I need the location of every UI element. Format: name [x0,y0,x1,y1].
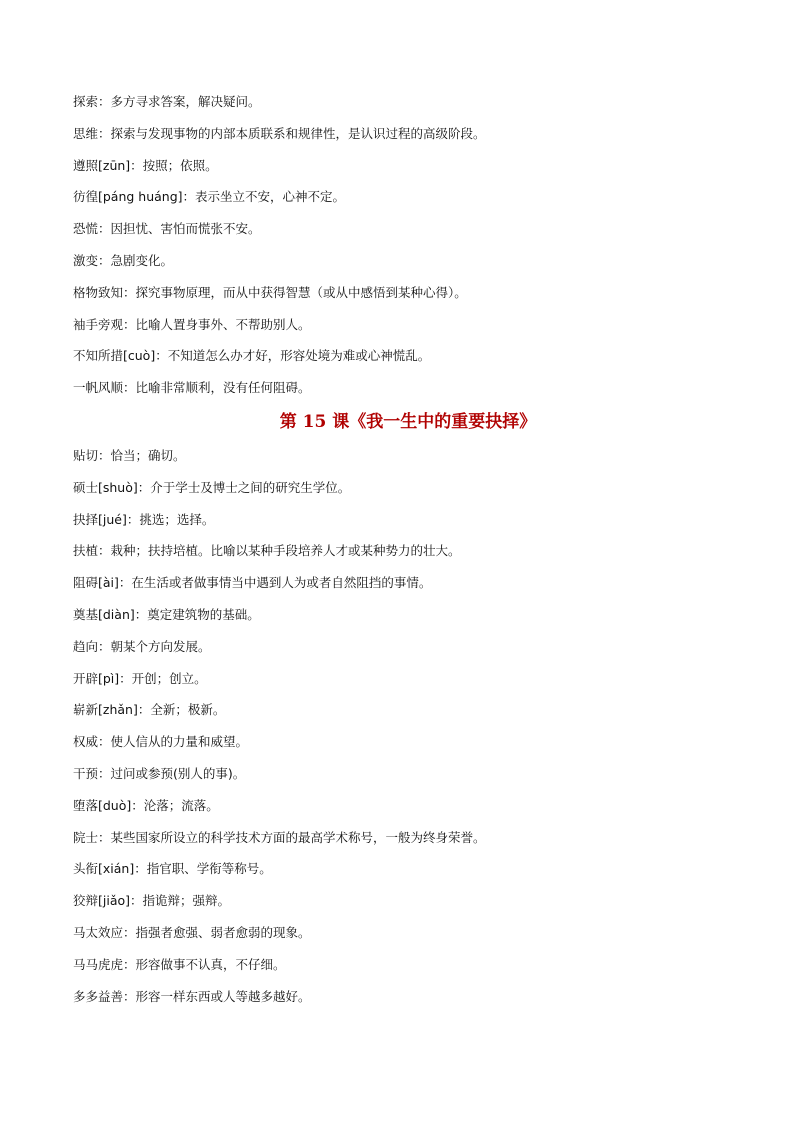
vocab-list-previous-lesson [73,92,733,398]
vocab-list-lesson-15 [73,446,733,1007]
vocab-entry: 激变：急剧变化。 [73,252,174,268]
vocab-entry: 思维：探索与发现事物的内部本质联系和规律性，是认识过程的高级阶段。 [73,125,486,141]
vocab-entry: 院士：某些国家所设立的科学技术方面的最高学术称号，一般为终身荣誉。 [73,829,486,845]
vocab-entry: 开辟[pì]：开创；创立。 [73,670,207,686]
vocab-entry: 多多益善：形容一样东西或人等越多越好。 [73,988,311,1004]
vocab-entry: 袖手旁观：比喻人置身事外、不帮助别人。 [73,316,311,332]
vocab-entry: 抉择[jué]：挑选；选择。 [73,511,215,527]
vocab-entry: 狡辩[jiǎo]：指诡辩；强辩。 [73,893,231,909]
vocab-entry: 贴切：恰当；确切。 [73,447,186,463]
vocab-entry: 探索：多方寻求答案，解决疑问。 [73,94,261,109]
vocab-entry: 一帆风顺：比喻非常顺利，没有任何阻碍。 [73,380,311,396]
vocab-entry: 扶植：栽种；扶持培植。比喻以某种手段培养人才或某种势力的壮大。 [73,543,461,559]
vocab-entry: 奠基[diàn]：奠定建筑物的基础。 [73,606,260,622]
vocab-entry: 干预：过问或参预(别人的事)。 [73,765,246,781]
vocab-entry: 权威：使人信从的力量和威望。 [73,734,249,750]
document-page [73,92,733,1018]
vocab-entry: 头衔[xián]：指官职、学衔等称号。 [73,861,272,877]
vocab-entry: 马马虎虎：形容做事不认真，不仔细。 [73,956,286,972]
vocab-entry: 彷徨[páng huáng]：表示坐立不安，心神不定。 [73,189,346,205]
vocab-entry: 硕士[shuò]：介于学士及博士之间的研究生学位。 [73,479,351,495]
vocab-entry: 遵照[zūn]：按照；依照。 [73,157,218,173]
vocab-entry: 格物致知：探究事物原理，而从中获得智慧（或从中感悟到某种心得）。 [73,284,467,300]
vocab-entry: 阻碍[ài]：在生活或者做事情当中遇到人为或者自然阻挡的事情。 [73,575,432,591]
vocab-entry: 不知所措[cuò]：不知道怎么办才好，形容处境为难或心神慌乱。 [73,348,431,364]
lesson-title: 第 15 课《我一生中的重要抉择》 [279,411,537,432]
vocab-entry: 崭新[zhǎn]：全新；极新。 [73,702,226,718]
vocab-entry: 趋向：朝某个方向发展。 [73,638,211,654]
vocab-entry: 马太效应：指强者愈强、弱者愈弱的现象。 [73,924,311,940]
vocab-entry: 堕落[duò]：沦落；流落。 [73,797,219,813]
vocab-entry: 恐慌：因担忧、害怕而慌张不安。 [73,221,261,237]
